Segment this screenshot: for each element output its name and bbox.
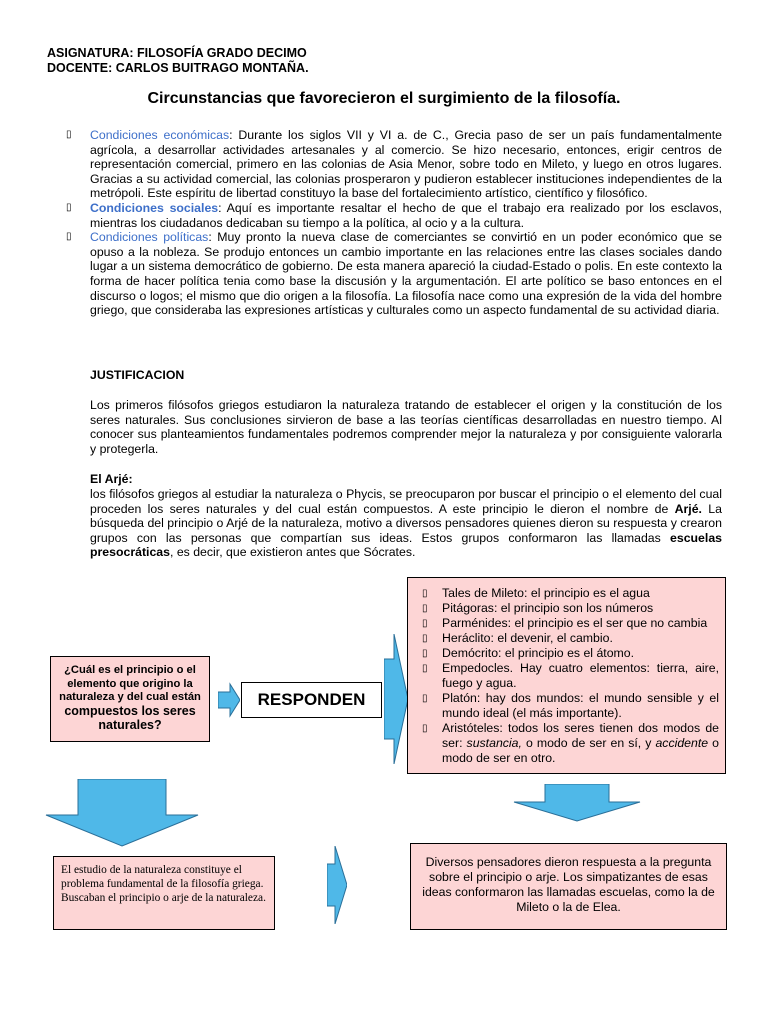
square-bullet-icon: ▯ <box>422 723 428 734</box>
condition-text: : Durante los siglos VII y VI a. de C., Grecia paso de ser un país fundamentalmente agrícola, a desarrollar actividades artesanales y al comercio. Se hizo necesario, entonces, erigir centros de representación comercial, primero en las colonias de Asia Menor, sobre todo en Mileto, y luego en otros lugares. Gracias a su actividad comercial, las colonias prosperaron y pudieron establecer instituciones independientes de la metrópoli. Este espíritu de libertad constituyo la base del fortalecimiento artístico, científico y filosófico. <box>90 128 722 201</box>
list-item <box>422 661 719 691</box>
square-bullet-icon: ▯ <box>422 618 428 629</box>
block-arrow-icon <box>384 634 408 764</box>
block-arrow-icon <box>513 784 641 822</box>
philosophers-box <box>407 577 726 774</box>
conditions-list <box>66 128 722 318</box>
square-bullet-icon: ▯ <box>422 663 428 674</box>
square-bullet-icon: ▯ <box>422 603 428 614</box>
list-item <box>422 721 719 766</box>
respond-label: RESPONDEN <box>241 682 382 718</box>
condition-label: Condiciones económicas <box>90 128 230 142</box>
justification-text: Los primeros filósofos griegos estudiaron la naturaleza tratando de establecer el origen y la constitución de los seres naturales. Sus conclusiones sirvieron de base a las teorías científicas desarrolladas en nuestro tiempo. Al conocer sus planteamientos fundamentales podremos comprender mejor la naturaleza y por consiguiente valorarla y protegerla. <box>90 398 722 456</box>
list-item <box>422 631 719 646</box>
philosopher-text: Aristóteles: todos los seres tienen dos modos de ser: <box>442 721 719 750</box>
list-item <box>422 691 719 721</box>
condition-economic <box>66 128 722 201</box>
philosopher-text: Platón: hay dos mundos: el mundo sensible y el mundo ideal (el más importante). <box>442 691 719 720</box>
study-note-box: El estudio de la naturaleza constituye el problema fundamental de la filosofía griega. Buscaban el principio o arje de la naturaleza. <box>53 856 275 930</box>
square-bullet-icon: ▯ <box>66 231 72 243</box>
philosopher-text: o modo de ser en otro. <box>442 736 719 765</box>
philosopher-text: o modo de ser en sí, y <box>521 736 656 750</box>
philosopher-text: Tales de Mileto: el principio es el agua <box>442 586 650 600</box>
condition-social <box>66 201 722 230</box>
square-bullet-icon: ▯ <box>422 693 428 704</box>
list-item <box>422 646 719 661</box>
block-arrow-icon <box>327 846 347 924</box>
square-bullet-icon: ▯ <box>66 201 72 213</box>
square-bullet-icon: ▯ <box>422 633 428 644</box>
arje-text-part: los filósofos griegos al estudiar la naturaleza o Phycis, se preocuparon por buscar el principio o el elemento del cual proceden los seres naturales y del cual están compuestos. A este principio le dieron el nombre de <box>90 487 722 516</box>
thinkers-note-box: Diversos pensadores dieron respuesta a la pregunta sobre el principio o arje. Los simpatizantes de esas ideas conformaron las llamadas escuelas, como la de Mileto o la de Elea. <box>410 843 727 930</box>
arje-text-part: , es decir, que existieron antes que Sócrates. <box>169 545 416 560</box>
aristotle-term: sustancia, <box>466 736 522 750</box>
condition-label: Condiciones políticas <box>90 230 209 245</box>
arje-heading: El Arjé: <box>90 472 133 486</box>
condition-text: : Muy pronto la nueva clase de comerciantes se convirtió en un poder económico que se opuso a la nobleza. Se produjo entonces un cambio importante en las relaciones entre las clases sociales dando lugar a un sistema democrático de gobierno. De esta manera apareció la ciudad-Estado o polis. En este contexto la forma de hacer política tenia como base la discusión y la argumentación. El arte político se baso entonces en el discurso o logos; el mismo que dio origen a la filosofía. La filosofía nace como una expresión de la vida del hombre griego, que consideraba las expresiones artísticas y culturales como un aspecto fundamental de su actividad diaria. <box>90 230 723 318</box>
teacher-line: DOCENTE: CARLOS BUITRAGO MONTAÑA. <box>47 61 309 75</box>
subject-line: ASIGNATURA: FILOSOFÍA GRADO DECIMO <box>47 46 307 60</box>
philosopher-text: Empedocles. Hay cuatro elementos: tierra, aire, fuego y agua. <box>442 661 719 690</box>
presocratic-term: escuelas presocráticas <box>90 530 722 560</box>
arje-text-part: La búsqueda del principio o Arjé de la naturaleza, motivo a diversos pensadores quienes dieron su respuesta y crearon grupos con las personas que compartían sus ideas. Estos grupos conformaron las llamadas <box>90 501 722 545</box>
list-item <box>422 586 719 601</box>
square-bullet-icon: ▯ <box>422 648 428 659</box>
arje-term: Arjé. <box>674 501 702 516</box>
list-item <box>422 601 719 616</box>
arje-text <box>90 487 722 560</box>
condition-label: Condiciones sociales <box>90 200 219 215</box>
block-arrow-icon <box>45 779 199 847</box>
condition-political <box>66 230 722 318</box>
philosopher-text: Parménides: el principio es el ser que no cambia <box>442 616 708 630</box>
page-title: Circunstancias que favorecieron el surgimiento de la filosofía. <box>147 90 621 107</box>
question-box <box>50 656 210 742</box>
justification-heading: JUSTIFICACION <box>90 368 185 382</box>
list-item <box>422 616 719 631</box>
philosopher-text: Demócrito: el principio es el átomo. <box>442 646 635 660</box>
square-bullet-icon: ▯ <box>66 129 72 140</box>
condition-text: : Aquí es importante resaltar el hecho de que el trabajo era realizado por los esclavos, mientras los ciudadanos dedicaban su tiempo a la política, al ocio y a la cultura. <box>90 200 722 230</box>
block-arrow-icon <box>218 682 240 718</box>
philosopher-text: Heráclito: el devenir, el cambio. <box>442 631 613 645</box>
question-text: ¿Cuál es el principio o el elemento que origino la naturaleza y del cual están <box>59 664 201 703</box>
square-bullet-icon: ▯ <box>422 588 428 599</box>
question-text-emphasis: compuestos los seres naturales? <box>64 703 196 732</box>
philosopher-text: Pitágoras: el principio son los números <box>442 601 654 615</box>
aristotle-term: accidente <box>655 736 709 750</box>
